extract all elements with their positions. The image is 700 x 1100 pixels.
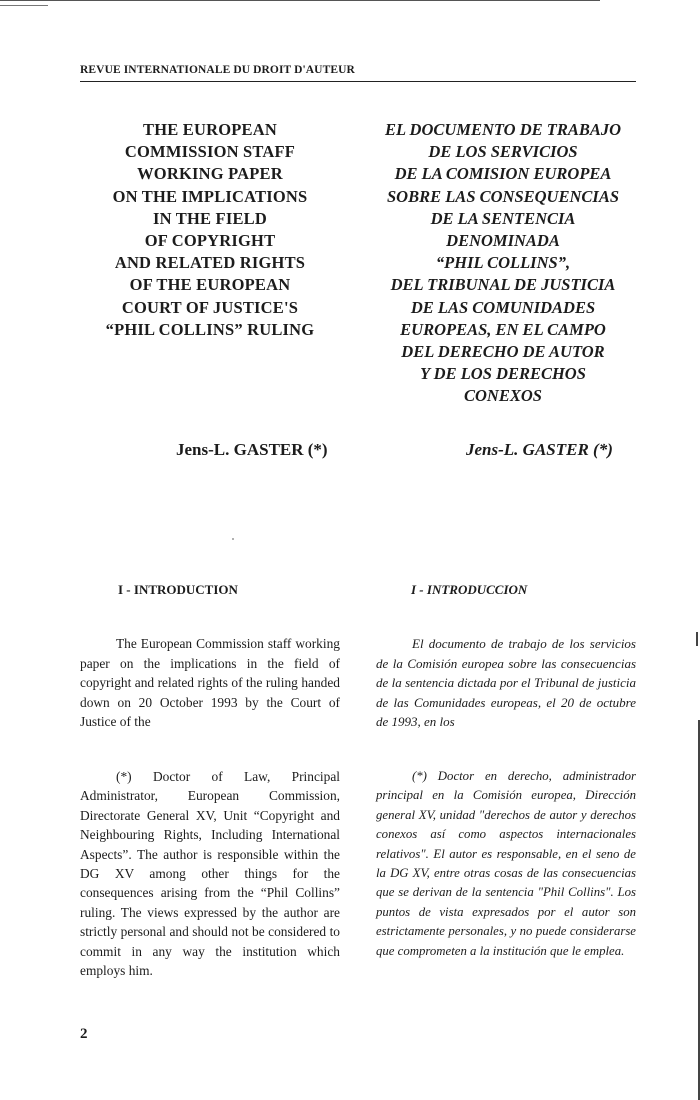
title-line: DE LA SENTENCIA — [430, 208, 576, 228]
title-line: OF THE EUROPEAN — [129, 275, 291, 295]
section-heading-spanish: I - INTRODUCCION — [411, 582, 528, 597]
title-line: DE LA COMISION EUROPEA — [394, 164, 612, 184]
running-head: REVUE INTERNATIONALE DU DROIT D'AUTEUR — [80, 64, 355, 76]
title-line: COMMISSION STAFF — [124, 142, 296, 162]
intro-paragraph-spanish: El documento de trabajo de los servicios de la Comisión europea sobre las consecuencias de la sentencia dictada por el Tribunal de justicia de las Comunidades europeas, el 20 de octubre de 1993, en los — [376, 636, 636, 730]
title-line: EL DOCUMENTO DE TRABAJO — [384, 120, 622, 139]
footnote-spanish: (*) Doctor en derecho, administrador principal en la Comisión europea, Dirección general XV, unidad "derechos de autor y derechos conexos así como aspectos internacionales relativos". El autor es responsable, en el seno de la DG XV, entre otras cosas de las consecuencias que se derivan de la sentencia "Phil Collins". Los puntos de vista expresados por el autor son estrictamente personales, y no puede considerarse que comprometen a la institución que le emplea. — [376, 769, 636, 958]
title-line: Y DE LOS DERECHOS — [420, 364, 586, 384]
title-line: DE LOS SERVICIOS — [428, 142, 578, 162]
title-line: DEL DERECHO DE AUTOR — [401, 342, 605, 362]
top-border-line-short — [0, 5, 48, 6]
title-line: COURT OF JUSTICE'S — [121, 297, 299, 317]
top-border-line — [0, 0, 600, 1]
title-line: DENOMINADA — [446, 231, 560, 251]
title-line: SOBRE LAS CONSEQUENCIAS — [387, 186, 619, 206]
author-spanish: Jens-L. GASTER (*) — [466, 440, 613, 459]
title-line: “PHIL COLLINS” RULING — [105, 319, 315, 339]
title-line: IN THE FIELD — [153, 208, 267, 228]
title-english — [80, 119, 340, 341]
title-line: DE LAS COMUNIDADES — [410, 297, 596, 317]
title-line: “PHIL COLLINS”, — [435, 253, 571, 273]
intro-paragraph-english: The European Commission staff working paper on the implications in the field of copyright and related rights of the ruling handed down on 20 October 1993 by the Court of Justice of the — [80, 636, 340, 730]
header-rule — [80, 81, 636, 82]
title-line: WORKING PAPER — [137, 164, 283, 184]
title-line: EUROPEAS, EN EL CAMPO — [400, 319, 606, 339]
title-spanish — [370, 119, 636, 408]
title-line: ON THE IMPLICATIONS — [112, 186, 308, 206]
scan-edge-mark — [696, 632, 698, 646]
page-number: 2 — [80, 1026, 88, 1042]
title-line: THE EUROPEAN — [143, 120, 277, 139]
title-line: DEL TRIBUNAL DE JUSTICIA — [390, 275, 616, 295]
footnote-english: (*) Doctor of Law, Principal Administrator, European Commission, Directorate General XV, Unit “Copyright and Neighbouring Rights, Including International Aspects”. The author is responsible within the DG XV among other things for the consequences arising from the “Phil Collins” ruling. The views expressed by the author are strictly personal and should not be considered to commit in any way the institution which employs him. — [80, 769, 340, 979]
author-english: Jens-L. GASTER (*) — [176, 440, 328, 459]
title-line: AND RELATED RIGHTS — [114, 253, 306, 273]
section-heading-english: I - INTRODUCTION — [118, 582, 238, 597]
title-line: OF COPYRIGHT — [144, 231, 276, 251]
scan-speck — [232, 538, 234, 540]
title-line: CONEXOS — [464, 386, 542, 406]
